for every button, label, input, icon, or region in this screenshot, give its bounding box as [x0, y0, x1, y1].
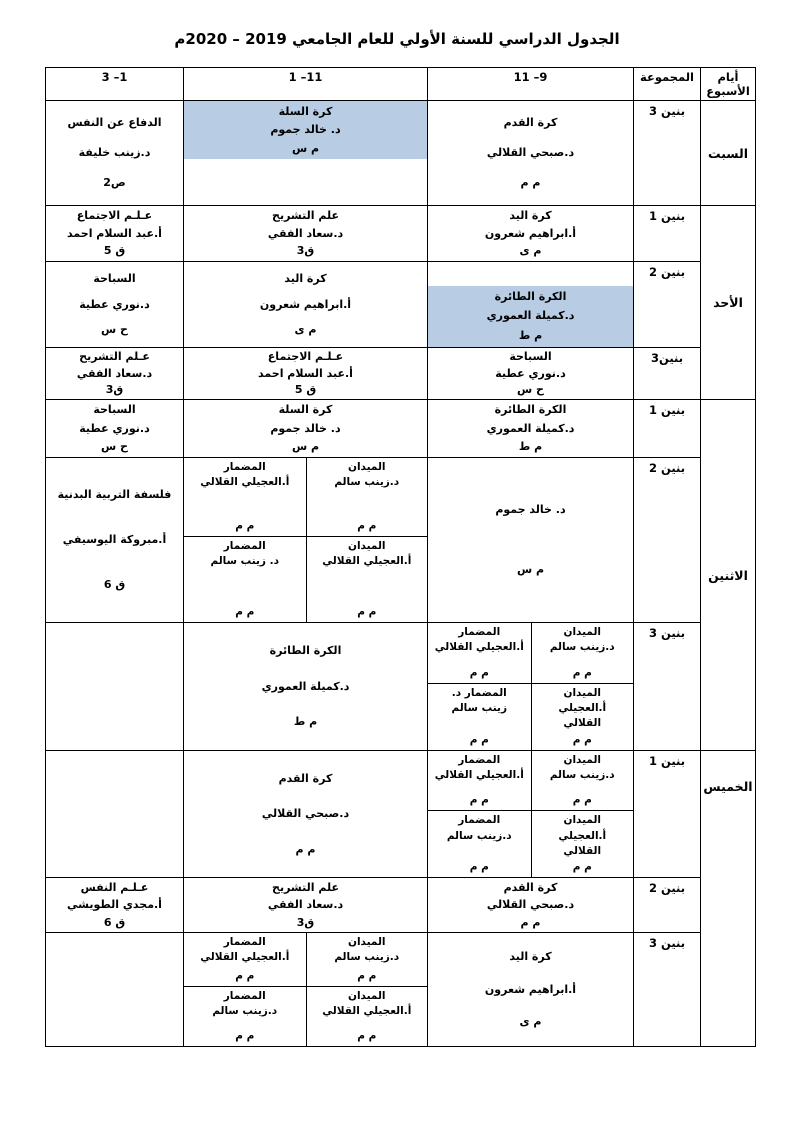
- header-days: [701, 68, 756, 101]
- table-row: [46, 101, 756, 206]
- teacher-name: د.سعاد الفقي: [76, 366, 153, 380]
- teacher-name: القلالي: [563, 717, 602, 730]
- subject-name: الميدان: [348, 936, 386, 948]
- room-code: ق 5: [294, 383, 317, 397]
- cell-content: [46, 458, 183, 622]
- sub-cell: [306, 458, 428, 537]
- header-slot-11-1: [184, 68, 428, 101]
- room-code: م م: [357, 970, 377, 983]
- cell-thu-g2-9-11: [428, 878, 634, 933]
- room-code: م م: [572, 794, 592, 807]
- room-code: م م: [235, 605, 255, 618]
- teacher-name: أ.ابراهيم شعرون: [484, 982, 577, 996]
- day-cell-saturday: [701, 101, 756, 206]
- room-code: ق3: [105, 383, 124, 397]
- cell-mon-g2-9-11: [428, 458, 634, 623]
- subject-name: الكرة الطائرة: [269, 643, 342, 657]
- room-code: م م: [357, 605, 377, 618]
- teacher-name: د.زينب سالم: [549, 641, 615, 654]
- room-code: ق 6: [103, 915, 126, 929]
- teacher-name: أ.عبد السلام احمد: [258, 366, 353, 380]
- page-title: الجدول الدراسي للسنة الأولي للعام الجامعي 2019 – 2020م: [174, 30, 620, 48]
- room-code: م ط: [518, 328, 543, 342]
- room-code: م م: [357, 1029, 377, 1042]
- cell-content: [428, 101, 633, 205]
- cell-mon-g3-9-11: [428, 623, 634, 751]
- teacher-name: أ.العجيلي: [558, 702, 607, 715]
- teacher-name: د.صبحي القلالي: [261, 807, 350, 821]
- room-code: ق3: [296, 915, 315, 929]
- subject-name: عـلم التشريح: [79, 349, 150, 363]
- table-row: [46, 206, 756, 262]
- cell-mon-g1-1-3: [46, 400, 184, 458]
- cell-content: [428, 348, 633, 399]
- group-cell: [634, 458, 701, 623]
- group-label: 3 بنين: [648, 104, 686, 118]
- room-code: م م: [572, 733, 592, 746]
- cell-thu-g2-1-3: [46, 878, 184, 933]
- sub-cell: [184, 933, 306, 987]
- cell-thu-g1-9-11: [428, 751, 634, 878]
- group-label: 3بنين: [650, 351, 684, 365]
- subject-name: الكرة الطائرة: [494, 290, 567, 304]
- room-code: ق 5: [103, 244, 126, 258]
- subject-name: كرة القدم: [503, 880, 558, 894]
- room-code: م م: [235, 519, 255, 532]
- room-code: م م: [520, 915, 541, 929]
- group-cell: [634, 933, 701, 1047]
- teacher-name: د.نوري عطية: [79, 421, 150, 435]
- teacher-name: أ.العجيلي القلالي: [200, 951, 290, 964]
- teacher-name: د.زينب خليفة: [78, 146, 151, 160]
- subject-name: الميدان: [348, 990, 386, 1003]
- teacher-name: أ.العجيلي: [558, 829, 607, 842]
- teacher-name: أ.العجيلي القلالي: [434, 641, 524, 654]
- cell-mon-g1-9-11: [428, 400, 634, 458]
- split-cell: [428, 751, 633, 877]
- cell-sun-g1-9-11: [428, 206, 634, 262]
- day-cell-thursday: [701, 751, 756, 1047]
- cell-content: [46, 101, 183, 205]
- table-row: [46, 751, 756, 878]
- sub-cell: [306, 537, 428, 622]
- slot-1-3-label: 3 –1: [101, 70, 128, 84]
- sub-cell: [428, 751, 531, 811]
- cell-content: [46, 262, 183, 347]
- teacher-name: أ.مجدي الطويشي: [67, 898, 162, 912]
- teacher-name: د. خالد جموم: [270, 421, 341, 435]
- subject-name: الكرة الطائرة: [494, 403, 567, 417]
- cell-content: [46, 400, 183, 457]
- room-code: م س: [291, 439, 320, 453]
- subject-name: المضمار: [223, 461, 266, 473]
- cell-content: [428, 933, 633, 1046]
- slot-11-1-label: 1 –11: [288, 70, 323, 84]
- subject-name: الميدان: [563, 814, 601, 827]
- teacher-name: أ.العجيلي القلالي: [434, 769, 524, 782]
- group-cell: [634, 878, 701, 933]
- cell-mon-g2-11-1: [184, 458, 428, 623]
- teacher-name: د.صبحي القلالي: [486, 898, 575, 912]
- subject-name: المضمار: [458, 626, 501, 638]
- group-cell: [634, 400, 701, 458]
- room-code: م س: [516, 563, 545, 576]
- teacher-name: د.سعاد الفقي: [267, 898, 344, 912]
- sub-cell: [428, 684, 531, 750]
- cell-content: [46, 206, 183, 261]
- sub-cell: [531, 684, 634, 750]
- table-row: [46, 262, 756, 348]
- room-code: م م: [357, 519, 377, 532]
- subject-name: الدفاع عن النفس: [67, 116, 162, 130]
- teacher-name: د.نوري عطية: [495, 366, 566, 380]
- room-code: م م: [469, 794, 489, 807]
- cell-content: [184, 348, 427, 399]
- cell-sun-g2-11-1: [184, 262, 428, 348]
- split-cell: [184, 933, 427, 1046]
- day-label: الاثنين: [708, 567, 748, 583]
- header-group-label: المجموعة: [639, 70, 694, 84]
- cell-thu-g3-1-3-empty: [46, 933, 184, 1047]
- cell-thu-g1-1-3-empty: [46, 751, 184, 878]
- room-code: م ى: [519, 1014, 542, 1028]
- teacher-name: د.صبحي القلالي: [486, 146, 575, 160]
- teacher-name: زينب سالم: [451, 702, 507, 715]
- group-label: 2 بنين: [648, 265, 686, 279]
- group-cell: [634, 623, 701, 751]
- room-code: ق 6: [103, 578, 126, 592]
- subject-name: المضمار: [458, 814, 501, 827]
- teacher-name: د.نوري عطية: [79, 297, 150, 311]
- subject-name: كرة القدم: [278, 771, 333, 785]
- cell-mon-g3-1-3-empty: [46, 623, 184, 751]
- subject-name: الميدان: [563, 754, 601, 766]
- subject-name: علم التشريح: [272, 208, 339, 222]
- room-code: م م: [572, 860, 592, 873]
- subject-name: علم التشريح: [272, 880, 339, 894]
- cell-content: [46, 878, 183, 932]
- teacher-name: د.زينب سالم: [446, 829, 512, 842]
- room-code: م ى: [519, 244, 542, 258]
- teacher-name: أ.العجيلي القلالي: [200, 476, 290, 489]
- teacher-name: د.كميلة العموري: [261, 679, 350, 693]
- cell-content: [184, 206, 427, 261]
- subject-name: كرة اليد: [284, 272, 327, 286]
- subject-name: عـلـم الاجتماع: [267, 349, 344, 363]
- cell-sat-g3-9-11: [428, 101, 634, 206]
- subject-name: المضمار: [223, 990, 266, 1003]
- room-code: ح س: [101, 322, 128, 336]
- room-code: ق3: [296, 244, 315, 258]
- day-label: الأحد: [713, 295, 743, 310]
- sub-cell: [531, 751, 634, 811]
- cell-sun-g3-9-11: [428, 348, 634, 400]
- room-code: م م: [469, 666, 489, 679]
- cell-mon-g1-11-1: [184, 400, 428, 458]
- room-code: م م: [295, 842, 316, 856]
- day-label: الخميس: [703, 779, 753, 794]
- room-code: م م: [469, 860, 489, 873]
- header-slot-1-3: [46, 68, 184, 101]
- group-cell: [634, 262, 701, 348]
- cell-mon-g2-1-3: [46, 458, 184, 623]
- room-code: م م: [572, 666, 592, 679]
- sub-cell: [428, 623, 531, 684]
- subject-name: فلسفة التربية البدنية: [57, 488, 172, 502]
- cell-thu-g1-11-1: [184, 751, 428, 878]
- subject-name: عـلـم النفس: [80, 880, 149, 894]
- sub-cell: [428, 811, 531, 877]
- table-row: [46, 878, 756, 933]
- subject-name: الميدان: [348, 461, 386, 473]
- cell-sun-g2-9-11: [428, 262, 634, 348]
- subject-name: المضمار: [223, 539, 266, 552]
- room-code: م م: [235, 1029, 255, 1042]
- group-cell: [634, 348, 701, 400]
- subject-name: الميدان: [563, 626, 601, 638]
- table-row: [46, 400, 756, 458]
- header-group: [634, 68, 701, 101]
- sub-cell: [184, 458, 306, 537]
- table-row: [46, 348, 756, 400]
- cell-content: [428, 206, 633, 261]
- cell-content: [184, 262, 427, 347]
- teacher-name: أ.ابراهيم شعرون: [259, 297, 352, 311]
- cell-mon-g3-11-1: [184, 623, 428, 751]
- split-cell: [184, 458, 427, 622]
- header-days-label: أيام الأسبوع: [706, 70, 750, 99]
- cell-sun-g3-1-3: [46, 348, 184, 400]
- subject-name: السباحة: [509, 349, 552, 363]
- subject-name: المضمار د.: [451, 686, 507, 699]
- teacher-name: أ.العجيلي القلالي: [322, 554, 412, 567]
- subject-name: كرة السلة: [278, 403, 333, 417]
- teacher-name: القلالي: [563, 844, 602, 857]
- sub-cell: [306, 933, 428, 987]
- cell-thu-g3-9-11: [428, 933, 634, 1047]
- room-code: م م: [235, 970, 255, 983]
- subject-name: عـلـم الاجتماع: [76, 208, 153, 222]
- header-row: [46, 68, 756, 101]
- group-label: 1 بنين: [648, 209, 686, 223]
- room-code: م ط: [518, 439, 543, 453]
- subject-name: كرة اليد: [509, 950, 552, 964]
- room-code: م ط: [293, 715, 318, 729]
- subject-name: السباحة: [93, 403, 136, 417]
- slot-9-11-label: 11 –9: [513, 70, 548, 84]
- cell-content: [184, 400, 427, 457]
- subject-name: المضمار: [223, 936, 266, 948]
- header-slot-9-11: [428, 68, 634, 101]
- cell-sun-g2-1-3: [46, 262, 184, 348]
- cell-sat-g3-11-1: [184, 101, 428, 206]
- subject-name: المضمار: [458, 754, 501, 766]
- teacher-name: د. زينب سالم: [210, 554, 280, 567]
- cell-sat-g3-1-3: [46, 101, 184, 206]
- teacher-name: د.زينب سالم: [212, 1005, 278, 1018]
- cell-content: [428, 286, 633, 347]
- subject-name: السباحة: [93, 272, 136, 286]
- group-label: 1 بنين: [648, 403, 686, 417]
- group-cell: [634, 751, 701, 878]
- cell-content: [46, 348, 183, 399]
- subject-name: كرة اليد: [509, 208, 552, 222]
- teacher-name: د.سعاد الفقي: [267, 226, 344, 240]
- teacher-name: د.زينب سالم: [549, 769, 615, 782]
- cell-sun-g1-11-1: [184, 206, 428, 262]
- group-label: 3 بنين: [648, 936, 686, 950]
- room-code: ص2: [103, 176, 126, 190]
- cell-content: [184, 751, 427, 877]
- room-code: ح س: [101, 439, 128, 453]
- group-cell: [634, 206, 701, 262]
- room-code: ح س: [517, 383, 544, 397]
- teacher-name: د. خالد جموم: [270, 123, 341, 137]
- cell-thu-g2-11-1: [184, 878, 428, 933]
- group-label: 1 بنين: [648, 754, 686, 768]
- teacher-name: أ.مبروكة اليوسيفي: [62, 533, 167, 547]
- group-label: 2 بنين: [648, 881, 686, 895]
- teacher-name: د.كميلة العموري: [486, 309, 575, 323]
- cell-thu-g3-11-1: [184, 933, 428, 1047]
- room-code: م س: [291, 141, 320, 155]
- table-row: [46, 933, 756, 1047]
- day-label: السبت: [707, 145, 749, 161]
- schedule-table: [45, 67, 756, 1047]
- table-row: [46, 458, 756, 623]
- sub-cell: [184, 987, 306, 1046]
- sub-cell: [306, 987, 428, 1046]
- teacher-name: أ.العجيلي القلالي: [322, 1005, 412, 1018]
- subject-name: د. خالد جموم: [495, 503, 566, 517]
- teacher-name: د.زينب سالم: [334, 951, 400, 964]
- day-cell-sunday: [701, 206, 756, 400]
- cell-content: [428, 400, 633, 457]
- group-cell: [634, 101, 701, 206]
- cell-sun-g3-11-1: [184, 348, 428, 400]
- teacher-name: د.زينب سالم: [334, 476, 400, 489]
- subject-name: الميدان: [348, 539, 386, 552]
- cell-content: [184, 878, 427, 932]
- room-code: م م: [520, 176, 541, 190]
- teacher-name: أ.عبد السلام احمد: [67, 226, 162, 240]
- subject-name: كرة السلة: [278, 104, 333, 118]
- cell-content: [184, 101, 427, 159]
- teacher-name: د.كميلة العموري: [486, 421, 575, 435]
- cell-content: [184, 623, 427, 750]
- group-label: 3 بنين: [648, 626, 686, 640]
- table-row: [46, 623, 756, 751]
- subject-name: كرة القدم: [503, 116, 558, 130]
- sub-cell: [184, 537, 306, 622]
- sub-cell: [531, 811, 634, 877]
- group-label: 2 بنين: [648, 461, 686, 475]
- cell-content: [428, 458, 633, 622]
- room-code: م ى: [294, 322, 317, 336]
- cell-content: [428, 878, 633, 932]
- day-cell-monday: [701, 400, 756, 751]
- teacher-name: أ.ابراهيم شعرون: [484, 226, 577, 240]
- cell-sun-g1-1-3: [46, 206, 184, 262]
- subject-name: الميدان: [563, 686, 601, 699]
- split-cell: [428, 623, 633, 750]
- sub-cell: [531, 623, 634, 684]
- room-code: م م: [469, 733, 489, 746]
